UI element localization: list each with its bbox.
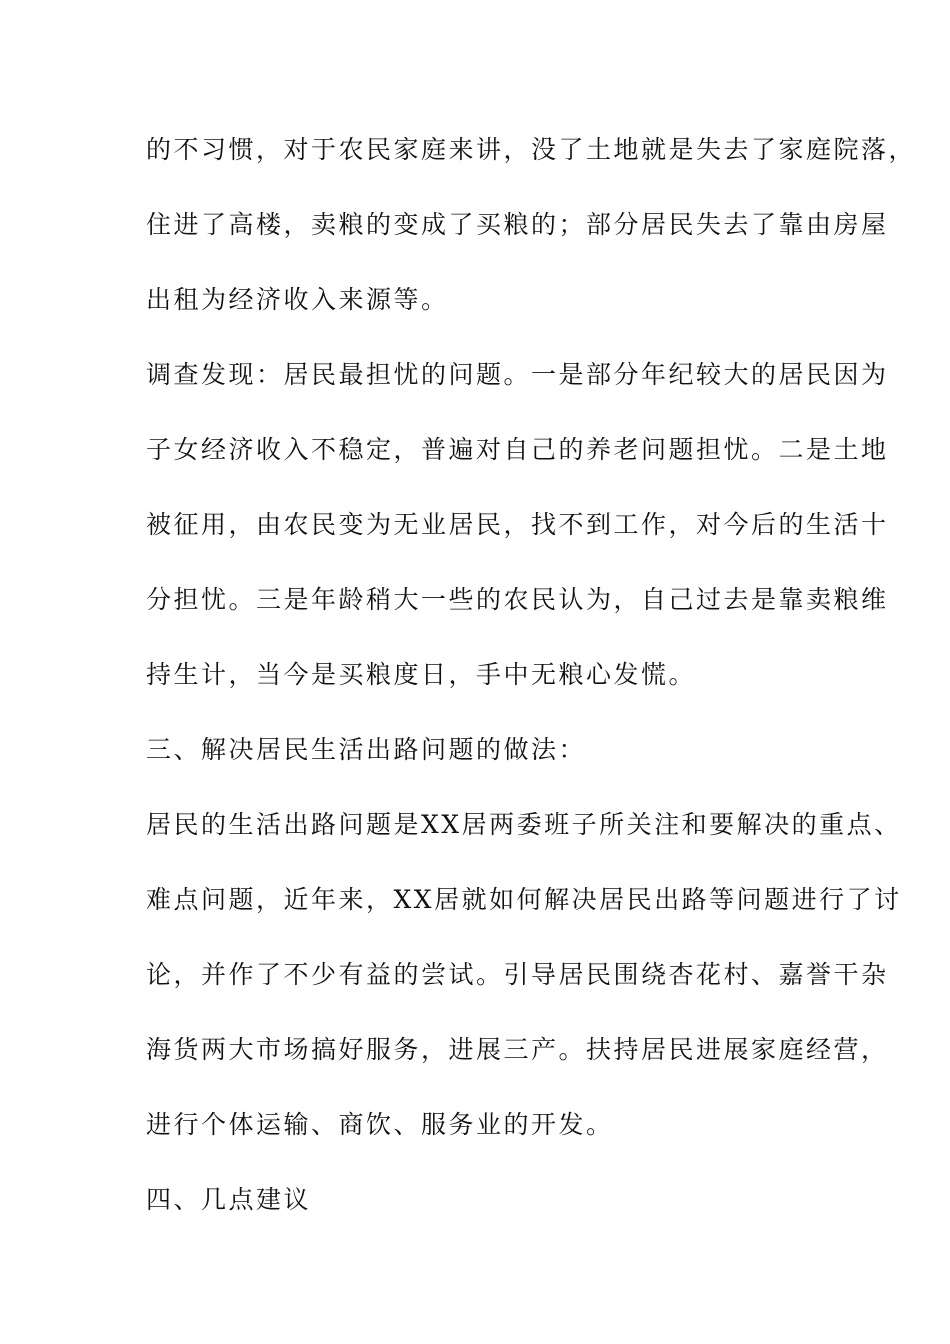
text-line: 论，并作了不少有益的尝试。引导居民围绕杏花村、嘉誉干杂 (146, 960, 889, 989)
text-line: 子女经济收入不稳定，普遍对自己的养老问题担忧。二是土地 (146, 435, 889, 464)
text-line: 海货两大市场搞好服务，进展三产。扶持居民进展家庭经营， (146, 1035, 889, 1064)
section-heading-3: 三、解决居民生活出路问题的做法： (146, 735, 587, 764)
text-line: 进行个体运输、商饮、服务业的开发。 (146, 1110, 614, 1139)
text-line: 出租为经济收入来源等。 (146, 285, 449, 314)
text-line: 分担忧。三是年龄稍大一些的农民认为，自己过去是靠卖粮维 (146, 585, 889, 614)
text-line: 难点问题，近年来，XX居就如何解决居民出路等问题进行了讨 (146, 885, 902, 914)
text-line: 调查发现：居民最担忧的问题。一是部分年纪较大的居民因为 (146, 360, 889, 389)
text-line: 持生计，当今是买粮度日，手中无粮心发慌。 (146, 660, 697, 689)
section-heading-4: 四、几点建议 (146, 1185, 312, 1214)
text-line: 居民的生活出路问题是XX居两委班子所关注和要解决的重点、 (146, 810, 902, 839)
text-line: 被征用，由农民变为无业居民，找不到工作，对今后的生活十 (146, 510, 889, 539)
text-line: 住进了高楼，卖粮的变成了买粮的；部分居民失去了靠由房屋 (146, 210, 889, 239)
text-line: 的不习惯，对于农民家庭来讲，没了土地就是失去了家庭院落， (146, 135, 917, 164)
